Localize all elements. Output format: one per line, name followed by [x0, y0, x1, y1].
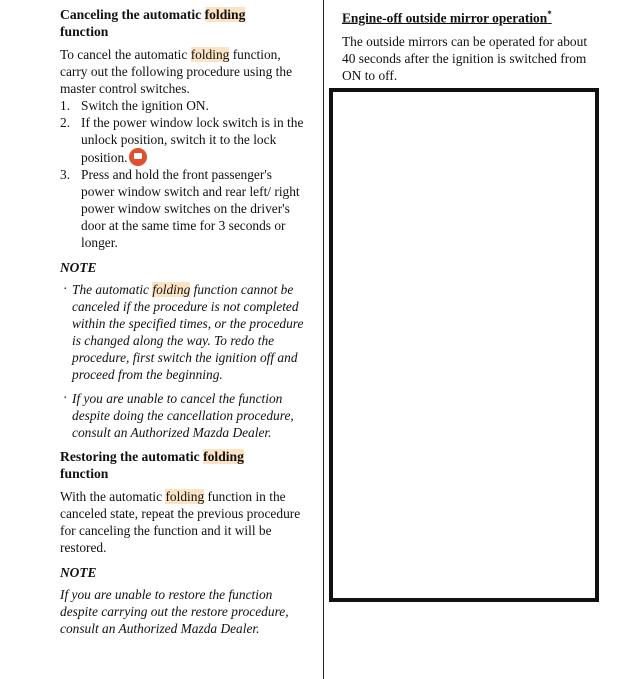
mirror-section-title: Engine-off outside mirror operation*	[342, 9, 552, 26]
search-highlight: folding	[152, 282, 191, 297]
note-item: · If you are unable to cancel the function despite doing the cancellation procedure, consult an Authorized Mazda Dealer.	[63, 390, 294, 440]
step-item: 2. If the power window lock switch is in the unlock position, switch it to the lock position.	[60, 115, 304, 165]
note-text: If you are unable to restore the function despite carrying out the restore procedure, consult an Authorized Mazda Dealer.	[60, 587, 289, 636]
note-item: · The automatic folding function cannot be canceled if the procedure is not completed within the specified times, or the procedure is changed along the way. To redo the procedure, first switch the ignition off and proceed from the beginning.	[63, 281, 304, 382]
comment-icon[interactable]	[129, 148, 147, 166]
left-column	[60, 6, 308, 637]
search-highlight: folding	[204, 7, 246, 22]
note-list	[60, 281, 308, 441]
step-item: 1. Switch the ignition ON.	[60, 98, 209, 113]
note-heading: NOTE	[60, 565, 97, 580]
mirror-body: The outside mirrors can be operated for about 40 seconds after the ignition is switched from ON to off.	[342, 34, 588, 84]
cancel-section-title: Canceling the automatic folding function	[60, 7, 246, 39]
image-frame	[329, 88, 599, 602]
restore-section-title: Restoring the automatic folding function	[60, 449, 244, 481]
search-highlight: folding	[190, 47, 230, 62]
restore-body: With the automatic folding function in the canceled state, repeat the previous procedure for canceling the function and it will be restored.	[60, 489, 301, 555]
step-item: 3. Press and hold the front passenger's power window switch and rear left/ right power window switches on the driver's door at the same time for 3 seconds or longer.	[60, 167, 300, 250]
cancel-intro: To cancel the automatic folding function, carry out the following procedure using the master control switches.	[60, 47, 293, 96]
search-highlight: folding	[203, 449, 244, 464]
search-highlight: folding	[165, 489, 205, 504]
cancel-steps	[60, 97, 308, 251]
right-column	[342, 6, 602, 84]
note-heading: NOTE	[60, 260, 97, 275]
column-divider	[323, 0, 324, 679]
